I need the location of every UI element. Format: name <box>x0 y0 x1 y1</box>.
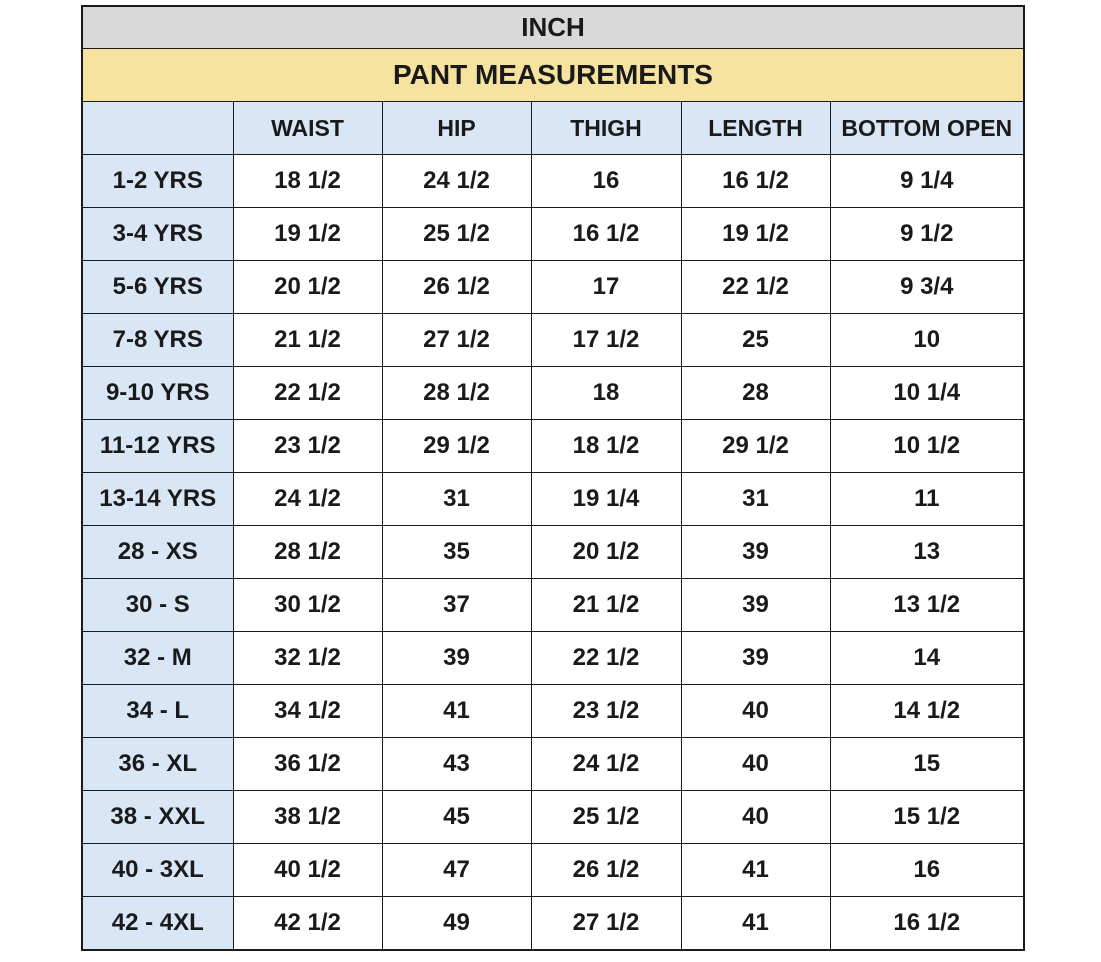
table-row <box>82 526 1024 579</box>
column-header-length: LENGTH <box>681 102 830 155</box>
measurement-cell: 27 1/2 <box>531 897 681 951</box>
measurement-cell: 21 1/2 <box>233 314 382 367</box>
measurement-cell: 17 1/2 <box>531 314 681 367</box>
table-row <box>82 314 1024 367</box>
size-label-cell: 3-4 YRS <box>82 208 233 261</box>
table-row <box>82 208 1024 261</box>
title-row <box>82 49 1024 102</box>
measurement-cell: 40 <box>681 685 830 738</box>
measurement-cell: 30 1/2 <box>233 579 382 632</box>
table-row <box>82 420 1024 473</box>
size-label-cell: 28 - XS <box>82 526 233 579</box>
measurement-cell: 37 <box>382 579 531 632</box>
measurement-cell: 39 <box>681 632 830 685</box>
measurement-cell: 28 1/2 <box>233 526 382 579</box>
measurement-cell: 19 1/2 <box>233 208 382 261</box>
table-row <box>82 844 1024 897</box>
measurement-cell: 19 1/2 <box>681 208 830 261</box>
measurement-cell: 14 1/2 <box>830 685 1024 738</box>
measurement-cell: 14 <box>830 632 1024 685</box>
measurement-cell: 25 <box>681 314 830 367</box>
measurement-cell: 19 1/4 <box>531 473 681 526</box>
table-row <box>82 897 1024 951</box>
measurement-cell: 29 1/2 <box>681 420 830 473</box>
measurement-cell: 28 <box>681 367 830 420</box>
measurement-cell: 16 1/2 <box>681 155 830 208</box>
table-row <box>82 685 1024 738</box>
measurement-cell: 39 <box>681 579 830 632</box>
measurement-cell: 31 <box>681 473 830 526</box>
table-row <box>82 155 1024 208</box>
measurement-cell: 15 1/2 <box>830 791 1024 844</box>
measurement-cell: 10 1/4 <box>830 367 1024 420</box>
table-row <box>82 473 1024 526</box>
measurement-cell: 29 1/2 <box>382 420 531 473</box>
table-row <box>82 632 1024 685</box>
measurement-cell: 13 <box>830 526 1024 579</box>
measurement-cell: 42 1/2 <box>233 897 382 951</box>
size-label-cell: 13-14 YRS <box>82 473 233 526</box>
measurement-cell: 26 1/2 <box>531 844 681 897</box>
column-header-hip: HIP <box>382 102 531 155</box>
measurement-cell: 15 <box>830 738 1024 791</box>
measurement-cell: 38 1/2 <box>233 791 382 844</box>
measurement-cell: 18 <box>531 367 681 420</box>
measurement-cell: 22 1/2 <box>233 367 382 420</box>
measurement-cell: 47 <box>382 844 531 897</box>
size-label-cell: 34 - L <box>82 685 233 738</box>
measurement-cell: 16 <box>531 155 681 208</box>
measurement-cell: 20 1/2 <box>531 526 681 579</box>
size-label-cell: 1-2 YRS <box>82 155 233 208</box>
size-label-cell: 36 - XL <box>82 738 233 791</box>
measurement-cell: 40 1/2 <box>233 844 382 897</box>
measurement-cell: 41 <box>382 685 531 738</box>
size-label-cell: 11-12 YRS <box>82 420 233 473</box>
column-header-bottom-open: BOTTOM OPEN <box>830 102 1024 155</box>
size-label-cell: 38 - XXL <box>82 791 233 844</box>
table-row <box>82 738 1024 791</box>
size-chart-table <box>81 5 1025 951</box>
unit-label: INCH <box>82 6 1024 49</box>
table-row <box>82 367 1024 420</box>
table-row <box>82 579 1024 632</box>
measurement-cell: 16 1/2 <box>531 208 681 261</box>
size-label-cell: 5-6 YRS <box>82 261 233 314</box>
size-label-cell: 9-10 YRS <box>82 367 233 420</box>
measurement-cell: 20 1/2 <box>233 261 382 314</box>
measurement-cell: 23 1/2 <box>233 420 382 473</box>
measurement-cell: 17 <box>531 261 681 314</box>
measurement-cell: 27 1/2 <box>382 314 531 367</box>
size-label-cell: 7-8 YRS <box>82 314 233 367</box>
measurement-cell: 26 1/2 <box>382 261 531 314</box>
measurement-cell: 31 <box>382 473 531 526</box>
measurement-cell: 18 1/2 <box>233 155 382 208</box>
measurement-cell: 18 1/2 <box>531 420 681 473</box>
measurement-cell: 40 <box>681 791 830 844</box>
measurement-cell: 16 1/2 <box>830 897 1024 951</box>
measurement-cell: 9 3/4 <box>830 261 1024 314</box>
measurement-cell: 10 <box>830 314 1024 367</box>
measurement-cell: 13 1/2 <box>830 579 1024 632</box>
measurement-cell: 41 <box>681 844 830 897</box>
measurement-cell: 22 1/2 <box>531 632 681 685</box>
measurement-cell: 43 <box>382 738 531 791</box>
measurement-cell: 24 1/2 <box>233 473 382 526</box>
measurement-cell: 25 1/2 <box>531 791 681 844</box>
measurement-cell: 21 1/2 <box>531 579 681 632</box>
measurement-cell: 41 <box>681 897 830 951</box>
size-label-cell: 40 - 3XL <box>82 844 233 897</box>
column-header-row <box>82 102 1024 155</box>
measurement-cell: 24 1/2 <box>531 738 681 791</box>
measurement-cell: 11 <box>830 473 1024 526</box>
size-label-cell: 42 - 4XL <box>82 897 233 951</box>
table-row <box>82 791 1024 844</box>
measurement-cell: 39 <box>681 526 830 579</box>
measurement-cell: 23 1/2 <box>531 685 681 738</box>
measurement-cell: 16 <box>830 844 1024 897</box>
measurement-cell: 9 1/2 <box>830 208 1024 261</box>
size-label-cell: 30 - S <box>82 579 233 632</box>
measurement-cell: 35 <box>382 526 531 579</box>
column-header-thigh: THIGH <box>531 102 681 155</box>
size-label-cell: 32 - M <box>82 632 233 685</box>
measurement-cell: 40 <box>681 738 830 791</box>
measurement-cell: 32 1/2 <box>233 632 382 685</box>
measurement-cell: 28 1/2 <box>382 367 531 420</box>
measurement-cell: 36 1/2 <box>233 738 382 791</box>
measurement-cell: 39 <box>382 632 531 685</box>
column-header-waist: WAIST <box>233 102 382 155</box>
chart-title: PANT MEASUREMENTS <box>82 49 1024 102</box>
unit-row <box>82 6 1024 49</box>
measurement-cell: 49 <box>382 897 531 951</box>
measurement-cell: 34 1/2 <box>233 685 382 738</box>
measurement-cell: 22 1/2 <box>681 261 830 314</box>
header-corner-cell <box>82 102 233 155</box>
measurement-cell: 9 1/4 <box>830 155 1024 208</box>
measurement-cell: 24 1/2 <box>382 155 531 208</box>
measurement-cell: 45 <box>382 791 531 844</box>
table-row <box>82 261 1024 314</box>
measurement-cell: 25 1/2 <box>382 208 531 261</box>
measurement-cell: 10 1/2 <box>830 420 1024 473</box>
